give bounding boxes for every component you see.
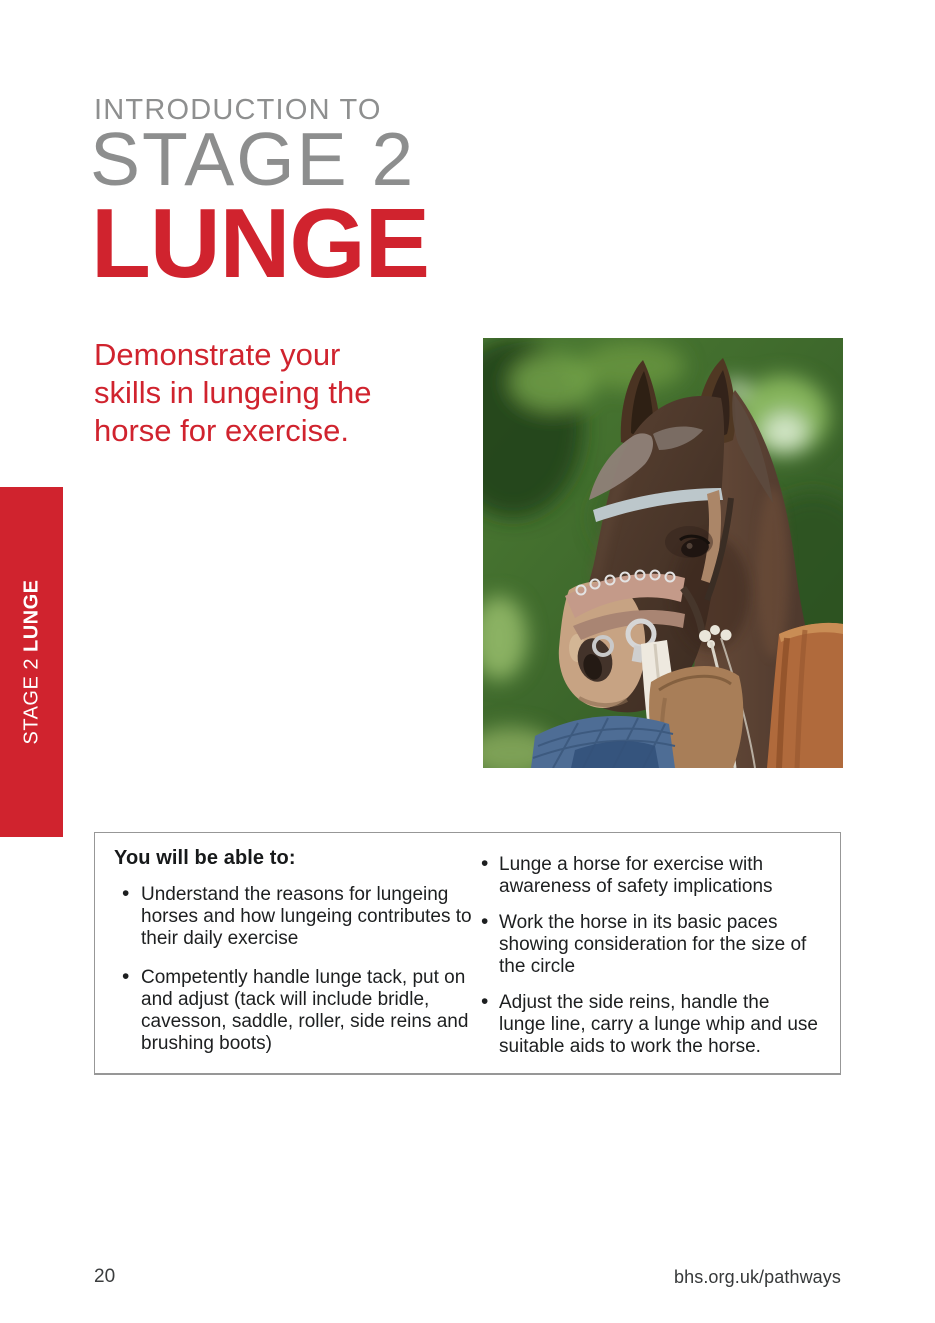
ability-item: • Competently handle lunge tack, put on and adjust (tack will include bridle, cavesson, saddle, roller, side reins and brushing boots) [114, 967, 480, 1055]
ability-item: • Lunge a horse for exercise with awareness of safety implications [480, 854, 818, 898]
side-tab-subject: LUNGE [20, 579, 42, 652]
footer-website: bhs.org.uk/pathways [674, 1267, 841, 1287]
horse-photo [483, 338, 843, 768]
abilities-left-list [114, 884, 480, 1055]
ability-item: • Adjust the side reins, handle the lunge line, carry a lunge whip and use suitable aids to work the horse. [480, 992, 818, 1058]
horse-photo-illustration [483, 338, 843, 768]
abilities-left-column [114, 847, 480, 1073]
side-tab-stage: STAGE 2 [20, 658, 42, 745]
intro-paragraph: Demonstrate your skills in lungeing the horse for exercise. [94, 337, 372, 448]
abilities-right-column [480, 847, 830, 1073]
stage-heading: STAGE 2 [90, 117, 416, 201]
ability-item: • Work the horse in its basic paces showing consideration for the size of the circle [480, 912, 818, 978]
ability-item: • Understand the reasons for lungeing horses and how lungeing contributes to their daily exercise [114, 884, 480, 950]
eyebrow-heading: INTRODUCTION TO [94, 94, 382, 126]
page-number: 20 [94, 1266, 116, 1287]
abilities-box [94, 832, 841, 1075]
side-tab [0, 487, 63, 837]
abilities-heading: You will be able to: [114, 847, 296, 869]
abilities-right-list [480, 854, 830, 1058]
side-tab-label [20, 580, 43, 745]
page-title: LUNGE [91, 188, 429, 298]
